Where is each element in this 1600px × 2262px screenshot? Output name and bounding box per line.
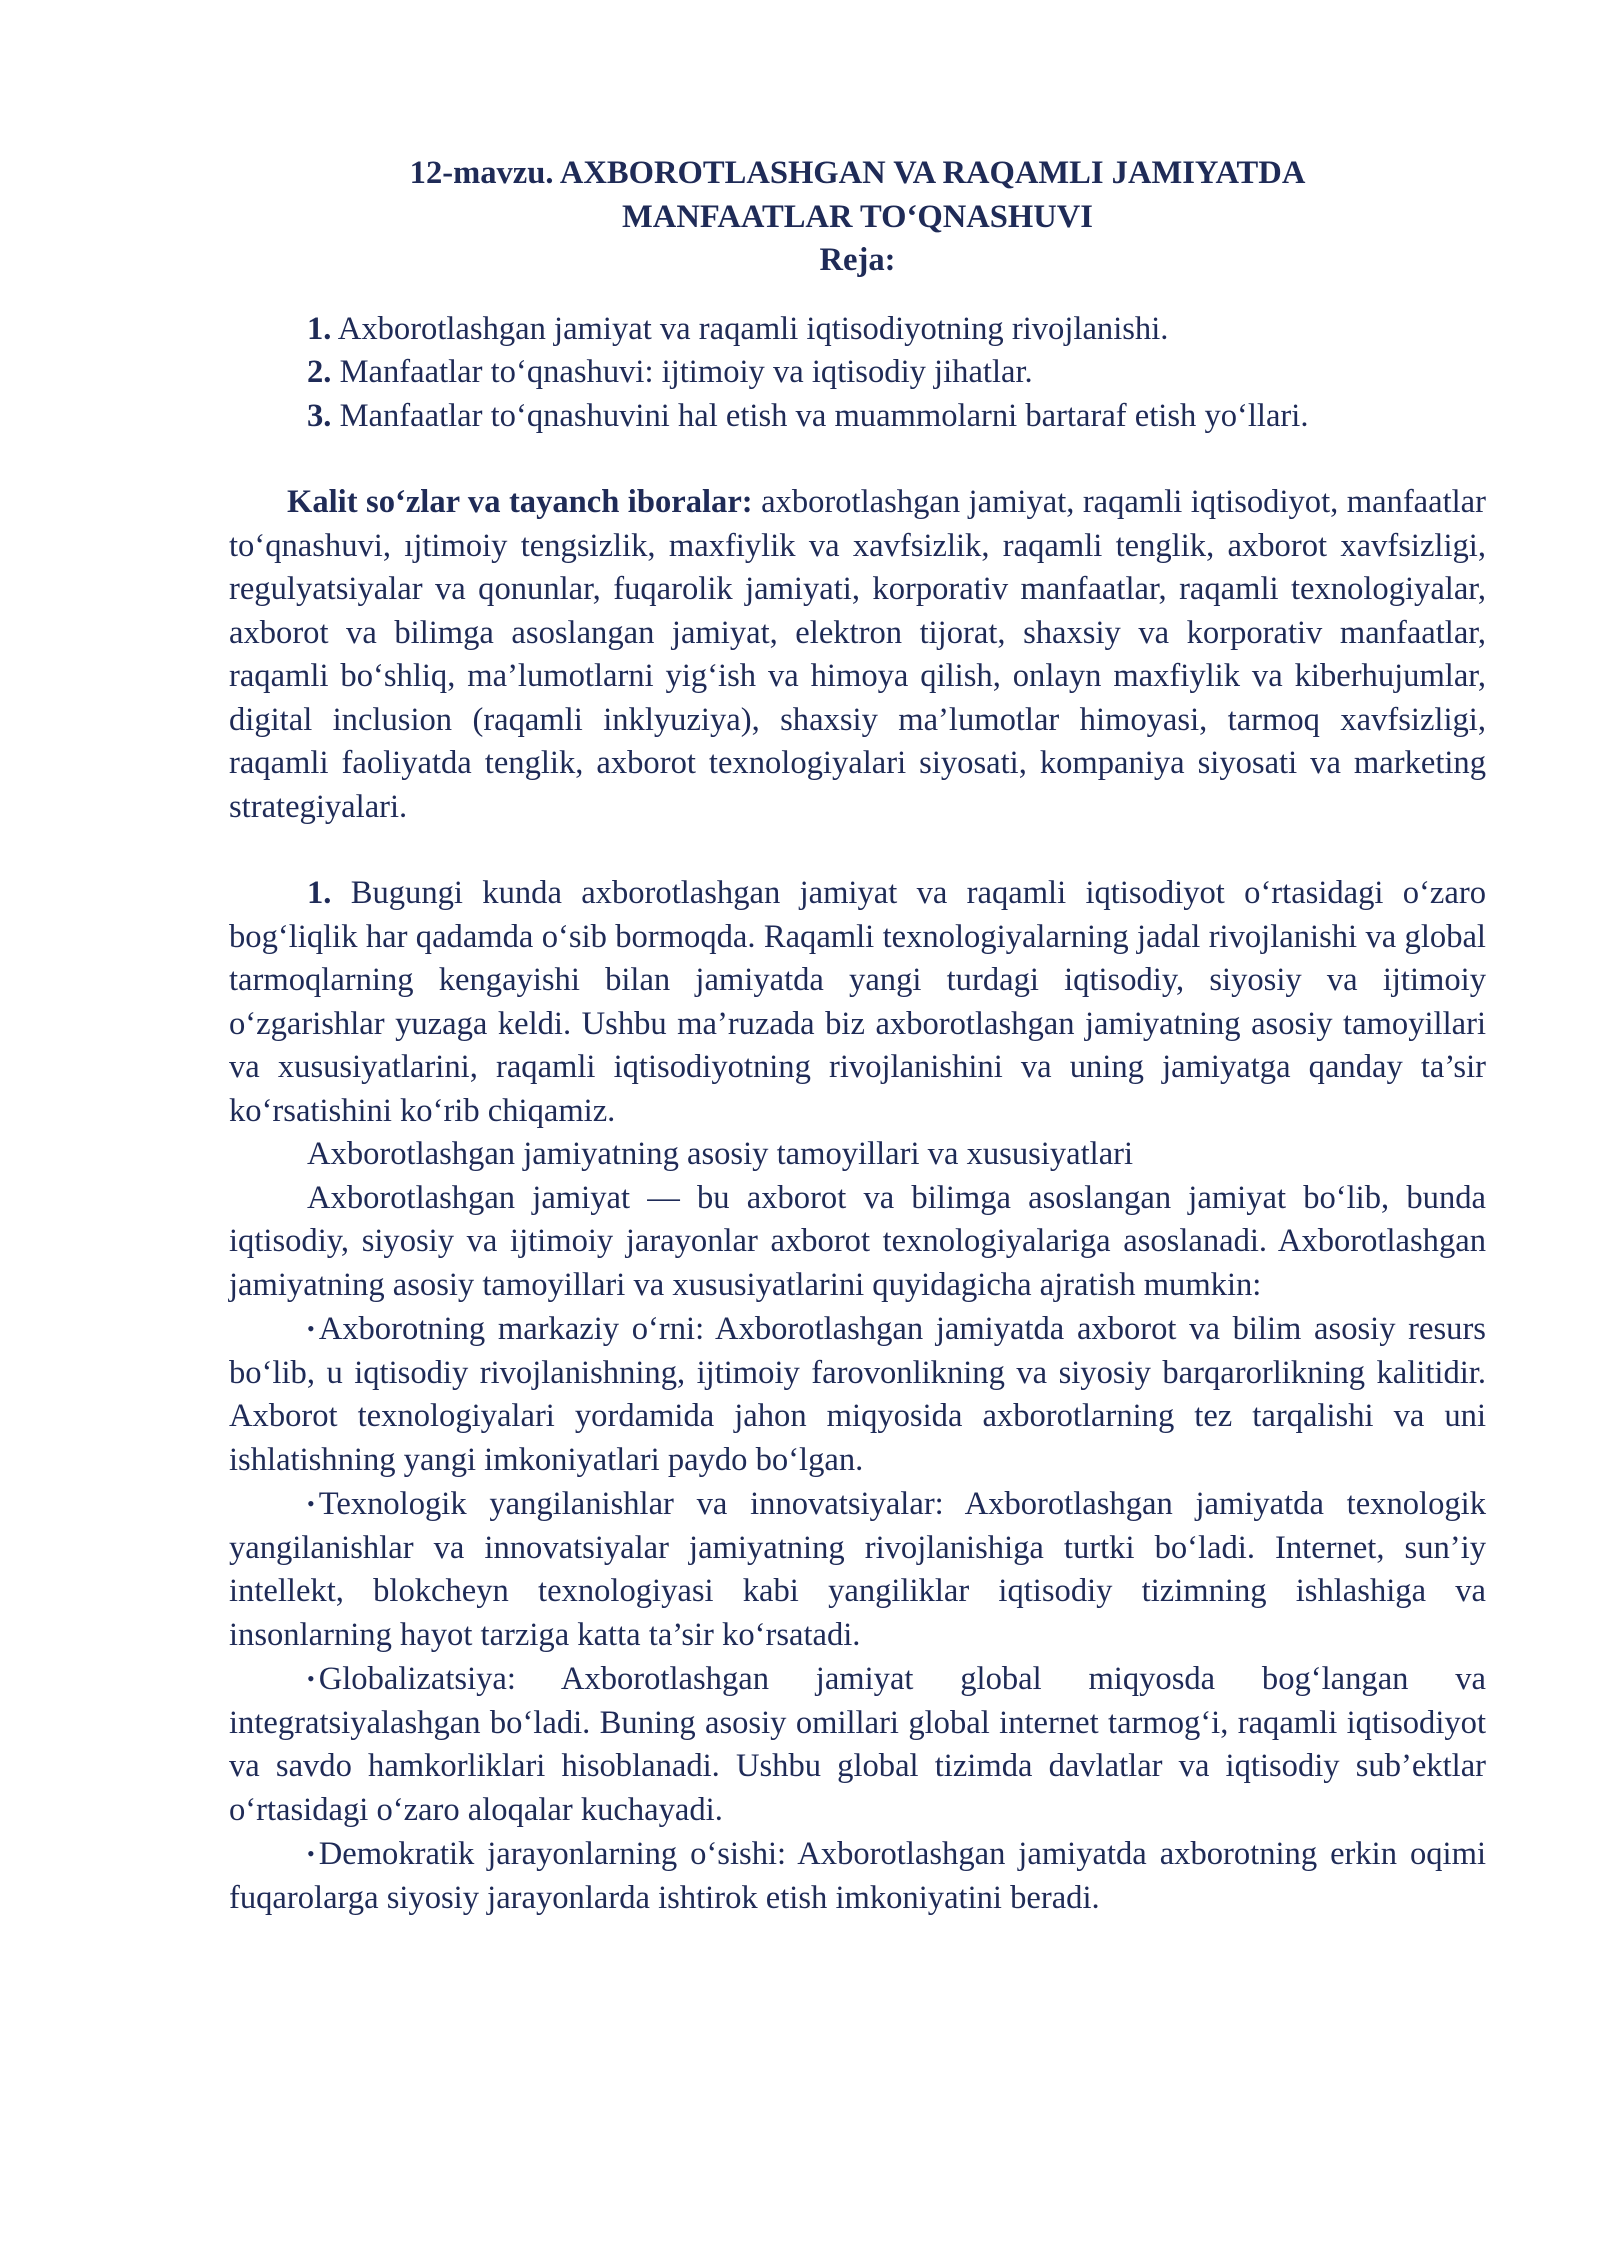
bullet-text: Globalizatsiya: Axborotlashgan jamiyat global miqyosda bog‘langan va integratsiyalashgan bo‘ladi. Buning asosiy omillari global internet tarmog‘i, raqamli iqtisodiyot va savdo hamkorliklari hisoblanadi. Ushbu global tizimda davlatlar va iqtisodiy sub’ektlar o‘rtasidagi o‘zaro aloqalar kuchayadi. <box>229 1661 1486 1828</box>
plan-heading: Reja: <box>819 242 896 278</box>
bullet-item <box>229 1482 1486 1657</box>
plan-item-number: 3. <box>307 397 332 434</box>
section-subheading: Axborotlashgan jamiyatning asosiy tamoyillari va xususiyatlari <box>307 1136 1134 1172</box>
keywords-label: Kalit so‘zlar va tayanch iboralar: <box>287 484 753 520</box>
keywords-paragraph <box>229 481 1486 829</box>
plan-item-text: Axborotlashgan jamiyat va raqamli iqtisodiyotning rivojlanishi. <box>337 310 1169 347</box>
bullet-item <box>229 1657 1486 1832</box>
bullet-icon: • <box>307 1841 315 1866</box>
plan-item-text: Manfaatlar to‘qnashuvini hal etish va muammolarni bartaraf etish yo‘llari. <box>339 397 1309 434</box>
bullet-text: Demokratik jarayonlarning o‘sishi: Axborotlashgan jamiyatda axborotning erkin oqimi fuqarolarga siyosiy jarayonlarda ishtirok etish imkoniyatini beradi. <box>229 1836 1486 1916</box>
plan-item <box>229 395 1486 439</box>
keywords-text: axborotlashgan jamiyat, raqamli iqtisodiyot, manfaatlar to‘qnashuvi, ıjtimoiy tengsizlik, maxfiylik va xavfsizlik, raqamli tenglik, axborot xavfsizligi, regulyatsiyalar va qonunlar, fuqarolik jamiyati, korporativ manfaatlar, raqamli texnologiyalar, axborot va bilimga asoslangan jamiyat, elektron tijorat, shaxsiy va korporativ manfaatlar, raqamli bo‘shliq, ma’lumotlarni yig‘ish va himoya qilish, onlayn maxfiylik va kiberhujumlar, digital inclusion (raqamli inklyuziya), shaxsiy ma’lumotlar himoyasi, tarmoq xavfsizligi, raqamli faoliyatda tenglik, axborot texnologiyalari siyosati, kompaniya siyosati va marketing strategiyalari. <box>229 484 1486 825</box>
bullet-icon: • <box>307 1666 315 1691</box>
bullet-icon: • <box>307 1316 315 1341</box>
plan-list <box>229 308 1486 439</box>
bullet-item <box>229 1307 1486 1482</box>
plan-item-text: Manfaatlar to‘qnashuvi: ijtimoiy va iqtisodiy jihatlar. <box>339 354 1033 390</box>
section-1-number: 1. <box>307 875 332 911</box>
bullet-text: Texnologik yangilanishlar va innovatsiyalar: Axborotlashgan jamiyatda texnologik yangilanishlar va innovatsiyalar jamiyatning rivojlanishiga turtki bo‘ladi. Internet, sun’iy intellekt, blokcheyn texnologiyasi kabi yangiliklar iqtisodiy tizimning ishlashiga va insonlarning hayot tarziga katta ta’sir ko‘rsatadi. <box>229 1486 1486 1653</box>
page-content <box>229 152 1486 1920</box>
bullet-icon: • <box>307 1491 315 1516</box>
plan-item-number: 2. <box>307 354 332 390</box>
plan-item <box>229 351 1486 395</box>
title-line-1: 12-mavzu. AXBOROTLASHGAN VA RAQAMLI JAMIYATDA <box>409 155 1306 191</box>
section-1-intro-text: Bugungi kunda axborotlashgan jamiyat va raqamli iqtisodiyot o‘rtasidagi o‘zaro bog‘liqlik har qadamda o‘sib bormoqda. Raqamli texnologiyalarning jadal rivojlanishi va global tarmoqlarning kengayishi bilan jamiyatda yangi turdagi iqtisodiy, siyosiy va ijtimoiy o‘zgarishlar yuzaga keldi. Ushbu ma’ruzada biz axborotlashgan jamiyatning asosiy tamoyillari va xususiyatlarini, raqamli iqtisodiyotning rivojlanishini va uning jamiyatga qanday ta’sir ko‘rsatishini ko‘rib chiqamiz. <box>229 875 1486 1129</box>
plan-item-number: 1. <box>307 310 332 347</box>
bullet-text: Axborotning markaziy o‘rni: Axborotlashgan jamiyatda axborot va bilim asosiy resurs bo‘lib, u iqtisodiy rivojlanishning, ijtimoiy farovonlikning va siyosiy barqarorlikning kalitidir. Axborot texnologiyalari yordamida jahon miqyosida axborotlarning tez tarqalishi va uni ishlatishning yangi imkoniyatlari paydo bo‘lgan. <box>229 1311 1486 1478</box>
page-title <box>229 152 1486 283</box>
definition-paragraph: Axborotlashgan jamiyat — bu axborot va bilimga asoslangan jamiyat bo‘lib, bunda iqtisodiy, siyosiy va ijtimoiy jarayonlar axborot texnologiyalariga asoslanadi. Axborotlashgan jamiyatning asosiy tamoyillari va xususiyatlarini quyidagicha ajratish mumkin: <box>229 1179 1486 1303</box>
title-line-2: MANFAATLAR TO‘QNASHUVI <box>622 198 1093 235</box>
bullet-item <box>229 1832 1486 1920</box>
section-1-intro <box>229 872 1486 1133</box>
plan-item <box>229 308 1486 352</box>
